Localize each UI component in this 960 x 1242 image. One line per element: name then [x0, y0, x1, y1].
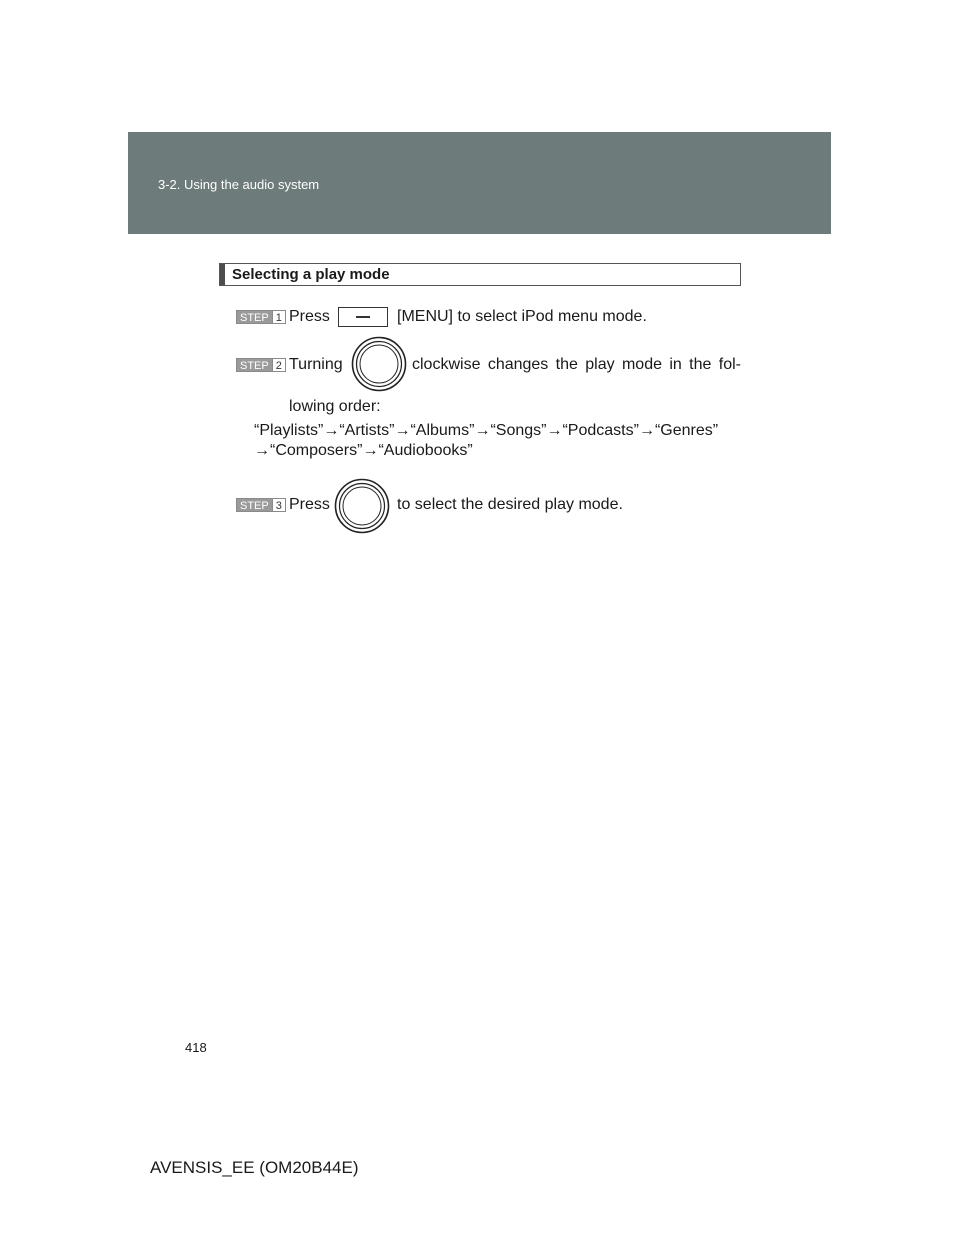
step-2-text-before: Turning [289, 356, 343, 373]
page-number: 418 [185, 1040, 207, 1055]
step-2-badge [236, 358, 286, 372]
header-section-title: 3-2. Using the audio system [158, 177, 320, 192]
section-heading-bar [220, 264, 225, 285]
step-label: STEP [236, 498, 273, 512]
step-number: 3 [273, 498, 286, 512]
tune-knob-icon [351, 336, 407, 392]
play-mode-order-line-1: “Playlists”→“Artists”→“Albums”→“Songs”→“Podcasts”→“Genres” [254, 422, 719, 439]
menu-button-icon [338, 307, 388, 327]
step-number: 2 [273, 358, 286, 372]
play-mode-order-line-2: →“Composers”→“Audiobooks” [254, 442, 473, 459]
step-3-badge [236, 498, 286, 512]
step-label: STEP [236, 358, 273, 372]
step-1-badge [236, 310, 286, 324]
push-knob-icon [334, 478, 390, 534]
step-label: STEP [236, 310, 273, 324]
step-number: 1 [273, 310, 286, 324]
footer-code: AVENSIS_EE (OM20B44E) [150, 1158, 359, 1177]
section-heading-box [219, 263, 741, 286]
step-1-text-after: [MENU] to select iPod menu mode. [397, 308, 647, 325]
step-1-text-before: Press [289, 308, 330, 325]
section-title: Selecting a play mode [232, 266, 390, 283]
step-3-text-after: to select the desired play mode. [397, 496, 623, 513]
step-3-text-before: Press [289, 496, 330, 513]
step-2-text-continuation: lowing order: [289, 398, 381, 415]
header-band [128, 132, 831, 234]
menu-dash-icon [356, 316, 370, 318]
step-2-text-after: clockwise changes the play mode in the fol- [412, 356, 741, 373]
